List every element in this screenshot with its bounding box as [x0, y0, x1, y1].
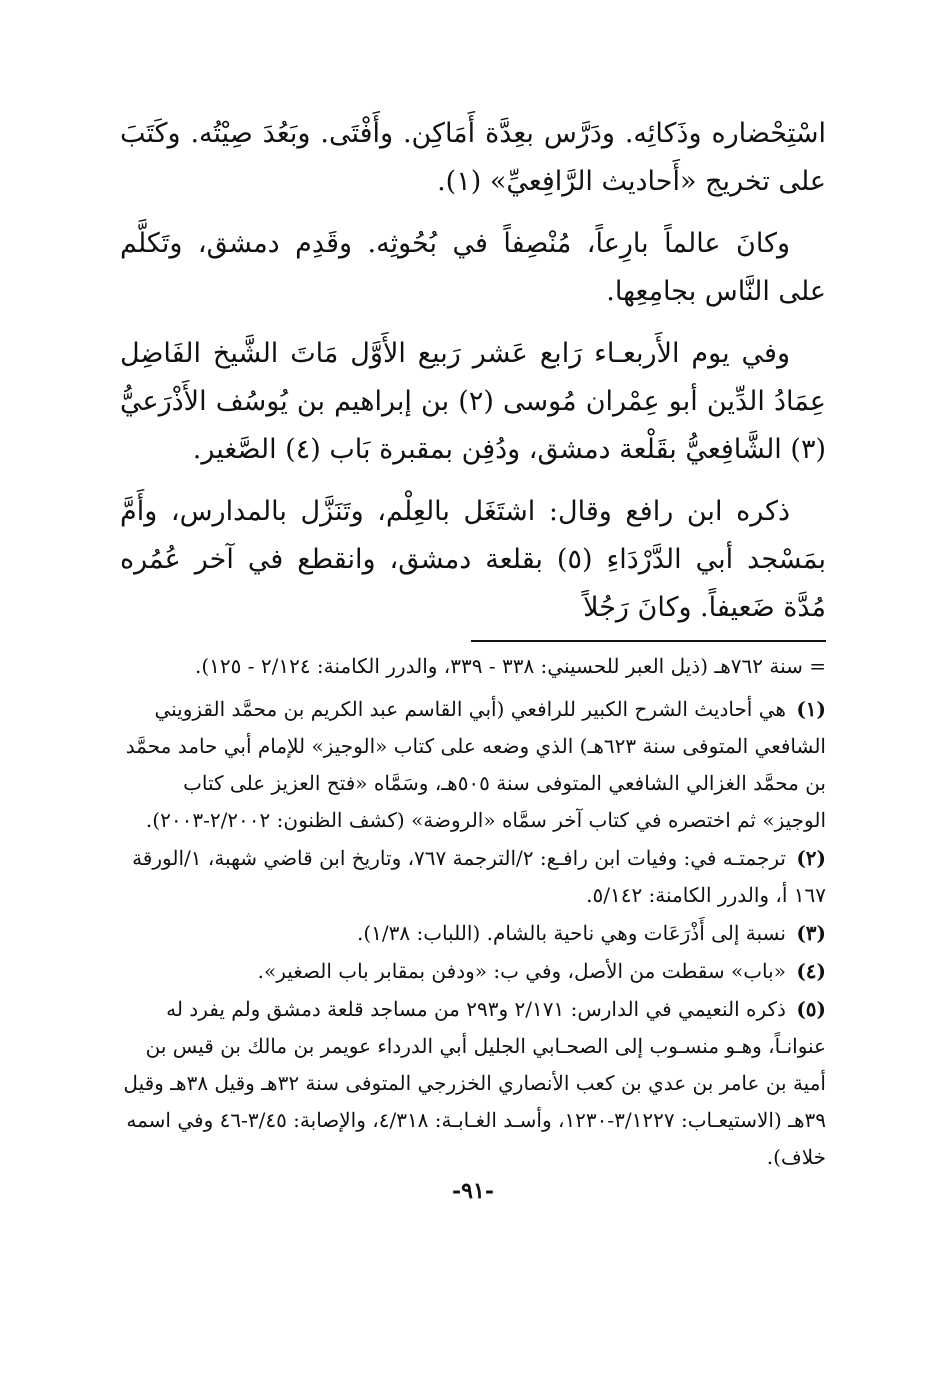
footnote-1	[120, 691, 826, 839]
footnote-label: (٣)	[796, 921, 826, 945]
footnotes	[120, 648, 826, 1176]
paragraph-4: ذكره ابن رافع وقال: اشتَغَل بالعِلْم، وتَنَزَّل بالمدارس، وأَمَّ بمَسْجد أبي الدَّرْدَاءِ (٥) بقلعة دمشق، وانقطع في آخر عُمُره مُدَّة ضَعيفاً. وكانَ رَجُلاً	[120, 496, 826, 623]
book-page	[120, 110, 826, 1204]
footnote-label: (٢)	[796, 846, 826, 870]
footnote-text: ترجمتـه في: وفيات ابن رافـع: ٢/الترجمة ٧٦٧، وتاريخ ابن قاضي شهبة، ١/الورقة ١٦٧ أ، والدرر الكامنة: ٥/١٤٢.	[132, 846, 826, 907]
page-number: -٩١-	[452, 1178, 494, 1204]
footnote-text: ذكره النعيمي في الدارس: ٢/١٧١ و٢٩٣ من مساجد قلعة دمشق ولم يفرد له عنوانـاً، وهـو منسـوب إلى الصحـابي الجليل أبي الدرداء عويمر بن مالك بن قيس بن أمية بن عامر بن عدي بن كعب الأنصاري الخزرجي المتوفى سنة ٣٢هـ وقيل ٣٨هـ وقيل ٣٩هـ (الاستيعـاب: ٣/١٢٢٧-١٢٣٠، وأسـد الغـابـة: ٤/٣١٨، والإصابة: ٣/٤٥-٤٦ وفي اسمه خلاف).	[123, 997, 826, 1169]
footnote-carryover: = سنة ٧٦٢هـ (ذيل العبر للحسيني: ٣٣٨ - ٣٣٩، والدرر الكامنة: ٢/١٢٤ - ١٢٥).	[194, 654, 826, 678]
footnote-label: (١)	[796, 697, 826, 721]
footnote-label: (٥)	[796, 997, 826, 1021]
footnote-5	[120, 991, 826, 1176]
footnote-4	[120, 953, 826, 990]
main-text	[120, 110, 826, 632]
footnote-label: (٤)	[796, 959, 826, 983]
footnote-3	[120, 915, 826, 952]
footnote-text: نسبة إلى أَذْرَعَات وهي ناحية بالشام. (اللباب: ١/٣٨).	[356, 921, 786, 945]
footnote-2	[120, 840, 826, 914]
paragraph-1: اسْتِحْضاره وذَكائِه. ودَرَّس بعِدَّة أَمَاكِن. وأَفْتَى. وبَعُدَ صِيْتُه. وكَتَبَ على تخريج «أَحاديث الرَّافِعيِّ» (١).	[120, 118, 826, 197]
footnote-divider	[471, 640, 826, 642]
paragraph-3: وفي يوم الأَربعـاء رَابع عَشر رَبيع الأَوَّل مَاتَ الشَّيخ الفَاضِل عِمَادُ الدِّين أبو عِمْران مُوسى (٢) بن إبراهيم بن يُوسُف الأَذْرَعيُّ (٣) الشَّافِعيُّ بقَلْعة دمشق، ودُفِن بمقبرة بَاب (٤) الصَّغير.	[120, 338, 826, 465]
footnote-text: «باب» سقطت من الأصل، وفي ب: «ودفن بمقابر باب الصغير».	[257, 959, 786, 983]
paragraph-2: وكانَ عالماً بارِعاً، مُنْصِفاً في بُحُوثِه. وقَدِم دمشق، وتَكلَّم على النَّاس بجامِعِها.	[120, 228, 826, 307]
footnote-text: هي أحاديث الشرح الكبير للرافعي (أبي القاسم عبد الكريم بن محمَّد القزويني الشافعي المتوفى سنة ٦٢٣هـ) الذي وضعه على كتاب «الوجيز» للإمام أبي حامد محمَّد بن محمَّد الغزالي الشافعي المتوفى سنة ٥٠٥هـ، وسَمَّاه «فتح العزيز على كتاب الوجيز» ثم اختصره في كتاب آخر سمَّاه «الروضة» (كشف الظنون: ٢/٢٠٠٢-٢٠٠٣).	[125, 697, 826, 832]
